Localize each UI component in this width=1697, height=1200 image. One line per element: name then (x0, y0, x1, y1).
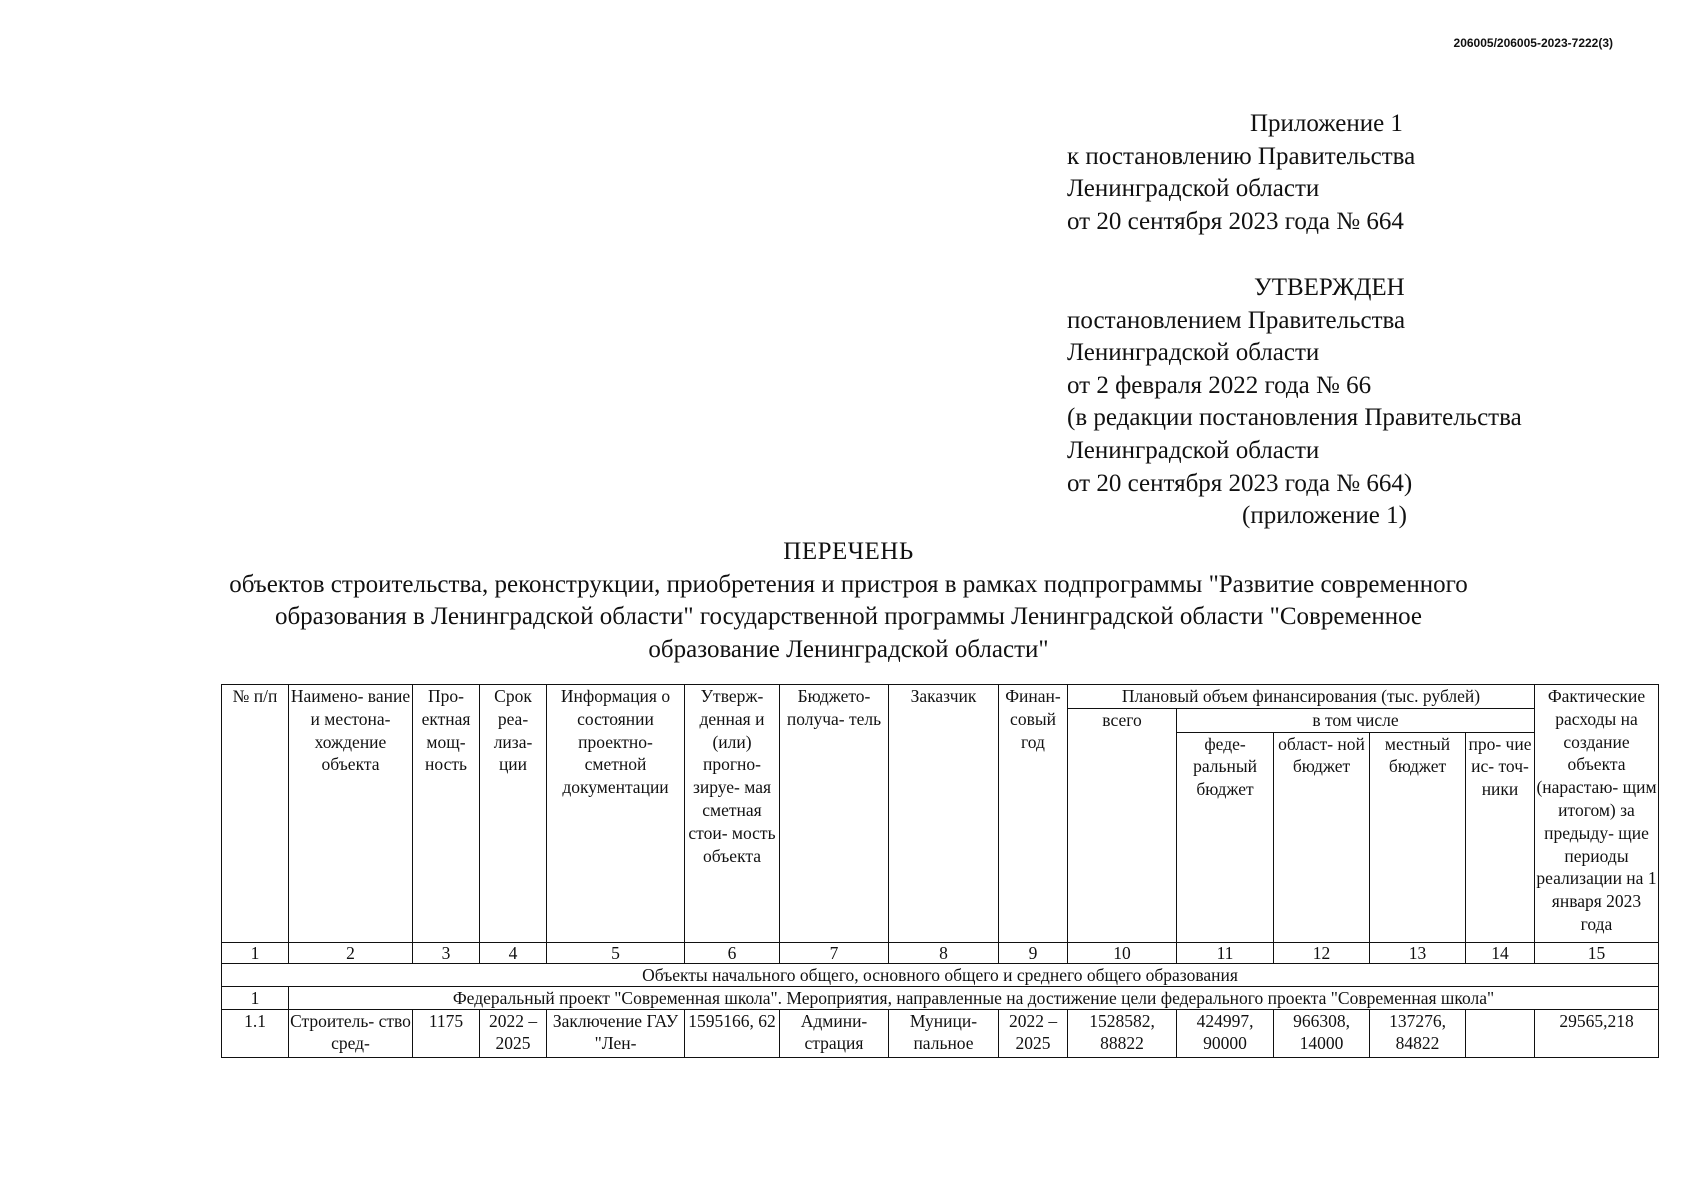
project-number: 1 (222, 986, 289, 1009)
approved-line-5: (в редакции постановления Правительства (1067, 404, 1522, 432)
column-number: 1 (222, 942, 289, 963)
project-title: Федеральный проект "Современная школа". Мероприятия, направленные на достижение цели федерального проекта "Современная школа" (289, 986, 1659, 1009)
column-number: 11 (1177, 942, 1274, 963)
annex-block (1067, 108, 1415, 238)
project-row (222, 986, 1659, 1009)
row-estimated-cost: 1595166, 62 (685, 1009, 780, 1057)
column-number: 14 (1466, 942, 1535, 963)
row-documentation-info: Заключение ГАУ "Лен- (547, 1009, 685, 1057)
table-row (222, 1009, 1659, 1057)
list-subtitle-line-2: образования в Ленинградской области" государственной программы Ленинградской области "Современное (274, 603, 1423, 630)
annex-line-2: к постановлению Правительства (1067, 142, 1416, 170)
header-federal-budget: феде- ральный бюджет (1177, 732, 1274, 942)
column-number: 15 (1535, 942, 1659, 963)
approved-line-3: Ленинградской области (1067, 339, 1320, 367)
approved-block (1067, 272, 1522, 533)
row-actual-expenses: 29565,218 (1535, 1009, 1659, 1057)
approved-line-6: Ленинградской области (1067, 436, 1320, 464)
list-heading (200, 536, 1497, 666)
row-budget-recipient: Админи- страция (780, 1009, 889, 1057)
column-number: 8 (889, 942, 999, 963)
column-number: 3 (413, 942, 480, 963)
header-period: Срок реа- лиза- ции (480, 685, 547, 943)
header-documentation-info: Информация о состоянии проектно- сметной документации (547, 685, 685, 943)
approved-line-4: от 2 февраля 2022 года № 66 (1067, 371, 1372, 399)
row-number: 1.1 (222, 1009, 289, 1057)
column-number: 10 (1068, 942, 1177, 963)
column-number: 2 (289, 942, 413, 963)
objects-table (221, 684, 1659, 1058)
column-number: 4 (480, 942, 547, 963)
approved-title: УТВЕРЖДЕН (1254, 274, 1405, 301)
header-capacity: Про- ектная мощ- ность (413, 685, 480, 943)
header-budget-recipient: Бюджето- получа- тель (780, 685, 889, 943)
column-number: 12 (1274, 942, 1370, 963)
approved-line-7: от 20 сентября 2023 года № 664) (1067, 469, 1413, 497)
header-actual-expenses: Фактические расходы на создание объекта (нарастаю- щим итогом) за предыду- щие периоды реализации на 1 января 2023 года (1535, 685, 1659, 943)
row-other-sources (1466, 1009, 1535, 1057)
row-regional-budget: 966308, 14000 (1274, 1009, 1370, 1057)
column-number: 13 (1370, 942, 1466, 963)
header-financial-year: Финан- совый год (999, 685, 1068, 943)
header-including: в том числе (1177, 708, 1535, 732)
document-number: 206005/206005-2023-7222(3) (1453, 36, 1613, 50)
annex-line-3: Ленинградской области (1067, 175, 1320, 203)
header-regional-budget: област- ной бюджет (1274, 732, 1370, 942)
header-other-sources: про- чие ис- точ- ники (1466, 732, 1535, 942)
row-local-budget: 137276, 84822 (1370, 1009, 1466, 1057)
annex-title: Приложение 1 (1250, 110, 1403, 137)
row-customer: Муници- пальное (889, 1009, 999, 1057)
column-number: 7 (780, 942, 889, 963)
header-number: № п/п (222, 685, 289, 943)
list-subtitle-line-3: образование Ленинградской области" (648, 635, 1049, 663)
column-number: 5 (547, 942, 685, 963)
annex-line-4: от 20 сентября 2023 года № 664 (1067, 207, 1404, 235)
section-row (222, 963, 1659, 986)
list-subtitle-line-1: объектов строительства, реконструкции, приобретения и пристроя в рамках подпрограммы "Развитие современного (229, 570, 1468, 598)
row-total: 1528582, 88822 (1068, 1009, 1177, 1057)
header-planned-financing: Плановый объем финансирования (тыс. рублей) (1068, 685, 1535, 709)
list-title: ПЕРЕЧЕНЬ (783, 538, 914, 565)
column-number: 9 (999, 942, 1068, 963)
approved-line-2: постановлением Правительства (1067, 306, 1406, 334)
column-number: 6 (685, 942, 780, 963)
header-object-name: Наимено- вание и местона- хождение объекта (289, 685, 413, 943)
row-federal-budget: 424997, 90000 (1177, 1009, 1274, 1057)
header-estimated-cost: Утверж- денная и (или) прогно- зируе- мая сметная стои- мость объекта (685, 685, 780, 943)
header-local-budget: местный бюджет (1370, 732, 1466, 942)
header-total: всего (1068, 708, 1177, 942)
header-customer: Заказчик (889, 685, 999, 943)
column-numbers-row (222, 942, 1659, 963)
row-period: 2022 – 2025 (480, 1009, 547, 1057)
section-title: Объекты начального общего, основного общего и среднего общего образования (222, 963, 1659, 986)
approved-line-8: (приложение 1) (1242, 502, 1407, 530)
row-financial-year: 2022 – 2025 (999, 1009, 1068, 1057)
row-object-name: Строитель- ство сред- (289, 1009, 413, 1057)
row-capacity: 1175 (413, 1009, 480, 1057)
